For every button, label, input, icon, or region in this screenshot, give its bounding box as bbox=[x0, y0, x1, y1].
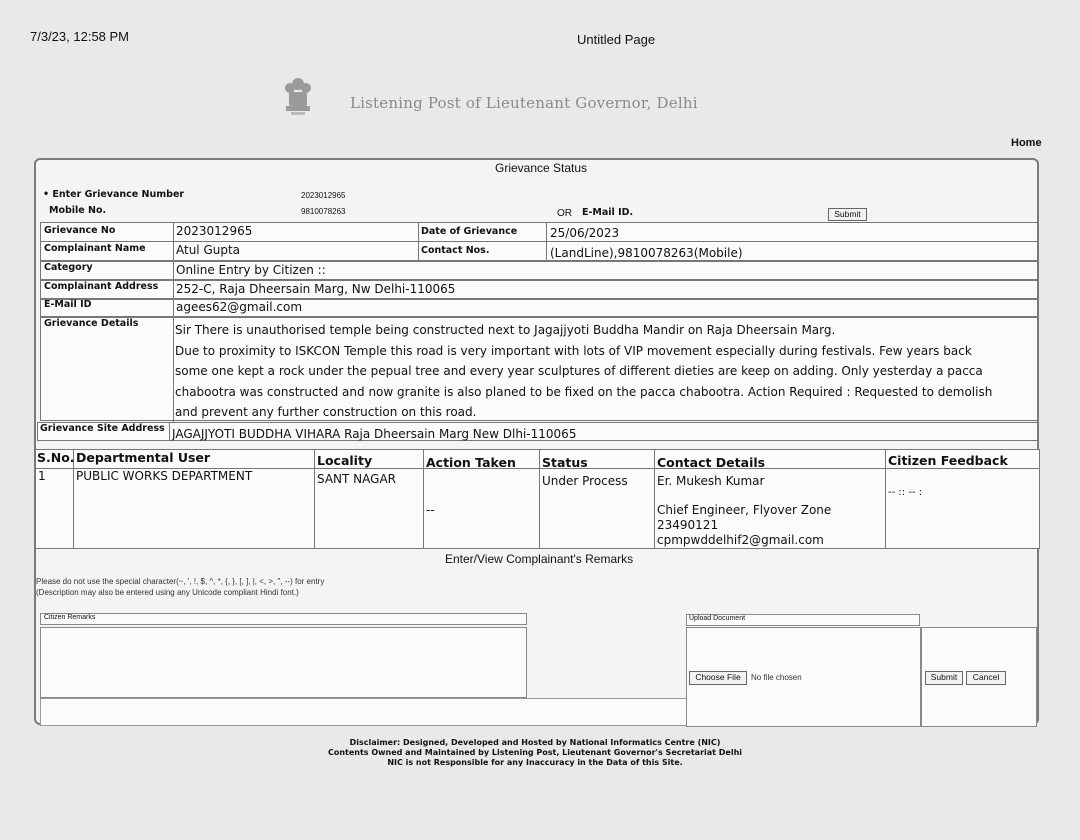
cell-department: PUBLIC WORKS DEPARTMENT bbox=[76, 469, 253, 483]
grievance-details-label: Grievance Details bbox=[44, 318, 139, 329]
details-line: Due to proximity to ISKCON Temple this road is very important with lots of VIP movement especially during festivals. Few years back bbox=[175, 343, 972, 358]
grievance-number-label: • Enter Grievance Number bbox=[43, 189, 185, 200]
details-line: Sir There is unauthorised temple being constructed next to Jagajjyoti Buddha Mandir on Raja Dheersain Marg. bbox=[175, 323, 836, 337]
site-address-value: JAGAJJYOTI BUDDHA VIHARA Raja Dheersain Marg New Dlhi-110065 bbox=[172, 427, 577, 441]
grievance-no-label: Grievance No bbox=[44, 225, 116, 236]
remarks-submit-button[interactable]: Submit bbox=[925, 671, 963, 685]
upload-header bbox=[686, 614, 920, 626]
footer-disclaimer-2: Contents Owned and Maintained by Listening Post, Lieutenant Governor's Secretariat Delhi bbox=[327, 748, 743, 757]
upload-label: Upload Document bbox=[689, 615, 746, 622]
print-page-title: Untitled Page bbox=[577, 32, 656, 47]
cell-contact-title: Chief Engineer, Flyover Zone bbox=[657, 503, 832, 517]
cell-feedback: -- :: -- : bbox=[888, 487, 923, 498]
footer-disclaimer-1: Disclaimer: Designed, Developed and Hosted by National Informatics Centre (NIC) bbox=[349, 738, 721, 747]
cell-locality: SANT NAGAR bbox=[317, 472, 396, 486]
address-label: Complainant Address bbox=[44, 281, 159, 292]
cell-sno: 1 bbox=[38, 469, 46, 483]
no-file-text: No file chosen bbox=[751, 673, 802, 682]
state-emblem-logo bbox=[282, 76, 314, 128]
citizen-remarks-label: Citizen Remarks bbox=[44, 614, 96, 621]
cell-action: -- bbox=[426, 503, 435, 517]
or-label: OR bbox=[557, 208, 572, 219]
col-header-locality: Locality bbox=[317, 453, 373, 468]
email-search-label: E-Mail ID. bbox=[582, 207, 634, 218]
remarks-footer-row bbox=[40, 698, 687, 726]
grievance-details-text bbox=[175, 320, 1035, 423]
citizen-remarks-header bbox=[40, 613, 527, 625]
special-char-note: Please do not use the special character(~, ', !, $, ^, *, {, }, [, ], |, <, >, ", --) for entry bbox=[36, 577, 325, 586]
site-address-label: Grievance Site Address bbox=[40, 423, 165, 434]
details-line: and prevent any further construction on this road. bbox=[175, 405, 477, 419]
mobile-input[interactable]: 9810078263 bbox=[301, 207, 346, 216]
cell-status: Under Process bbox=[542, 474, 628, 488]
email-label: E-Mail ID bbox=[44, 299, 92, 310]
details-line: some one kept a rock under the pepual tree and every year sculptures of different dieties are keep on adding. Only yesterday a pacca bbox=[175, 364, 983, 378]
date-label: Date of Grievance bbox=[421, 226, 518, 237]
cell-contact-name: Er. Mukesh Kumar bbox=[657, 474, 765, 488]
mobile-label: Mobile No. bbox=[49, 205, 107, 216]
complainant-name-label: Complainant Name bbox=[44, 243, 146, 254]
cell-contact-phone: 23490121 bbox=[657, 518, 719, 532]
search-submit-button[interactable]: Submit bbox=[828, 208, 867, 221]
unicode-note: (Description may also be entered using any Unicode compliant Hindi font.) bbox=[36, 588, 299, 597]
email-value: agees62@gmail.com bbox=[176, 300, 303, 314]
col-header-status: Status bbox=[542, 455, 588, 470]
contact-label: Contact Nos. bbox=[421, 245, 490, 256]
print-timestamp: 7/3/23, 12:58 PM bbox=[30, 29, 130, 44]
complainant-name-value: Atul Gupta bbox=[176, 243, 241, 257]
grievance-no-value: 2023012965 bbox=[176, 224, 253, 238]
site-title: Listening Post of Lieutenant Governor, Delhi bbox=[350, 94, 698, 112]
grievance-number-input[interactable]: 2023012965 bbox=[301, 191, 346, 200]
grievance-number-label-text: Enter Grievance Number bbox=[52, 189, 185, 200]
col-header-action: Action Taken bbox=[426, 455, 516, 470]
col-header-contact: Contact Details bbox=[657, 455, 766, 470]
choose-file-button[interactable]: Choose File bbox=[689, 671, 747, 685]
footer-disclaimer-3: NIC is not Responsible for any Inaccuracy in the Data of this Site. bbox=[387, 758, 683, 767]
cell-contact-email: cpmpwddelhif2@gmail.com bbox=[657, 533, 824, 547]
col-header-sno: S.No. bbox=[37, 450, 75, 465]
category-label: Category bbox=[44, 262, 93, 273]
category-value: Online Entry by Citizen :: bbox=[176, 263, 326, 277]
col-header-feedback: Citizen Feedback bbox=[888, 453, 1008, 468]
remarks-title: Enter/View Complainant's Remarks bbox=[445, 552, 634, 566]
contact-value: (LandLine),9810078263(Mobile) bbox=[550, 246, 743, 260]
date-value: 25/06/2023 bbox=[550, 226, 620, 240]
col-header-department: Departmental User bbox=[76, 450, 211, 465]
remarks-cancel-button[interactable]: Cancel bbox=[966, 671, 1006, 685]
section-title: Grievance Status bbox=[495, 161, 588, 175]
citizen-remarks-textarea[interactable] bbox=[40, 627, 527, 698]
address-value: 252-C, Raja Dheersain Marg, Nw Delhi-110065 bbox=[176, 282, 456, 296]
details-line: chabootra was constructed and now granite is also planed to be fixed on the pacca chabootra. Action Required : Requested to demolish bbox=[175, 384, 993, 399]
home-link[interactable]: Home bbox=[1011, 137, 1042, 149]
